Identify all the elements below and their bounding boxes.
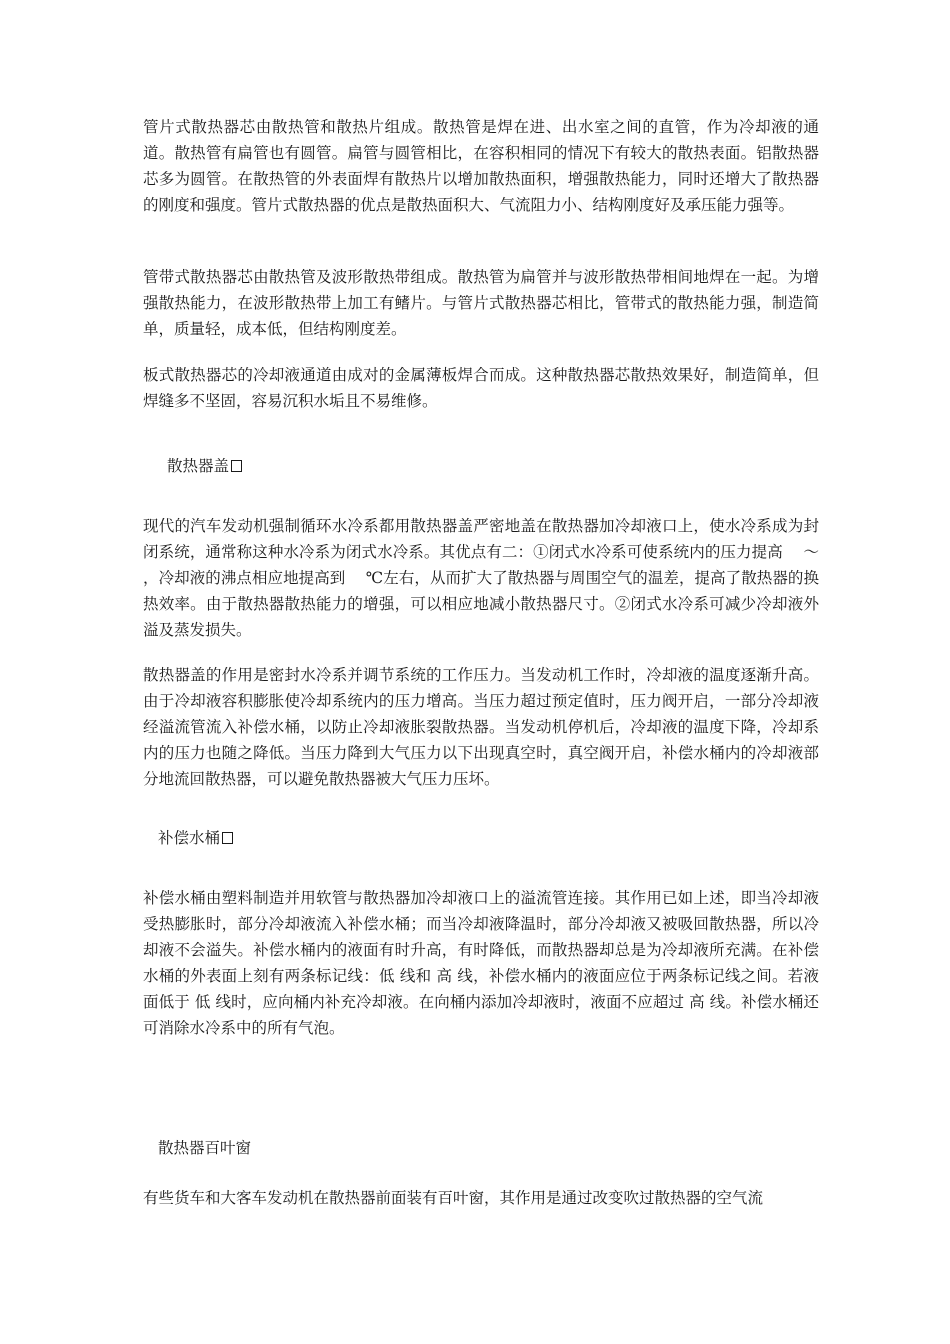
paragraph-plate-core: 板式散热器芯的冷却液通道由成对的金属薄板焊合而成。这种散热器芯散热效果好，制造简单，但焊缝多不坚固，容易沉积水垢且不易维修。	[143, 366, 819, 410]
heading-radiator-cap	[167, 453, 242, 479]
heading-expansion-tank	[158, 825, 233, 851]
paragraph-shutter: 有些货车和大客车发动机在散热器前面装有百叶窗，其作用是通过改变吹过散热器的空气流	[143, 1189, 764, 1207]
missing-glyph-box-icon	[222, 832, 233, 844]
paragraph-tube-fin-core: 管片式散热器芯由散热管和散热片组成。散热管是焊在进、出水室之间的直管，作为冷却液的通道。散热管有扁管也有圆管。扁管与圆管相比，在容积相同的情况下有较大的散热表面。铝散热器芯多为圆管。在散热管的外表面焊有散热片以增加散热面积，增强散热能力，同时还增大了散热器的刚度和强度。管片式散热器的优点是散热面积大、气流阻力小、结构刚度好及承压能力强等。	[143, 118, 819, 214]
heading-expansion-tank-text: 补偿水桶	[158, 829, 221, 847]
paragraph-expansion-tank: 补偿水桶由塑料制造并用软管与散热器加冷却液口上的溢流管连接。其作用已如上述，即当冷却液受热膨胀时，部分冷却液流入补偿水桶；而当冷却液降温时，部分冷却液又被吸回散热器，所以冷却液不会溢失。补偿水桶内的液面有时升高，有时降低，而散热器却总是为冷却液所充满。在补偿水桶的外表面上刻有两条标记线：低 线和 高 线，补偿水桶内的液面应位于两条标记线之间。若液面低于 低 线时，应向桶内补充冷却液。在向桶内添加冷却液时，液面不应超过 高 线。补偿水桶还可消除水冷系中的所有气泡。	[143, 889, 819, 1037]
paragraph-closed-system: 现代的汽车发动机强制循环水冷系都用散热器盖严密地盖在散热器加冷却液口上，使水冷系成为封闭系统，通常称这种水冷系为闭式水冷系。其优点有二：①闭式水冷系可使系统内的压力提高 ～ ，冷却液的沸点相应地提高到 ℃左右，从而扩大了散热器与周围空气的温差，提高了散热器的换热效率。由于散热器散热能力的增强，可以相应地减小散热器尺寸。②闭式水冷系可减少冷却液外溢及蒸发损失。	[143, 517, 855, 639]
paragraph-cap-function: 散热器盖的作用是密封水冷系并调节系统的工作压力。当发动机工作时，冷却液的温度逐渐升高。由于冷却液容积膨胀使冷却系统内的压力增高。当压力超过预定值时，压力阀开启，一部分冷却液经溢流管流入补偿水桶，以防止冷却液胀裂散热器。当发动机停机后，冷却液的温度下降，冷却系内的压力也随之降低。当压力降到大气压力以下出现真空时，真空阀开启，补偿水桶内的冷却液部分地流回散热器，可以避免散热器被大气压力压坏。	[143, 666, 819, 788]
missing-glyph-box-icon	[231, 460, 242, 472]
heading-radiator-cap-text: 散热器盖	[167, 457, 230, 475]
paragraph-tube-band-core: 管带式散热器芯由散热管及波形散热带组成。散热管为扁管并与波形散热带相间地焊在一起。为增强散热能力，在波形散热带上加工有鳍片。与管片式散热器芯相比，管带式的散热能力强，制造简单，质量轻，成本低，但结构刚度差。	[143, 268, 819, 338]
heading-radiator-shutter: 散热器百叶窗	[158, 1139, 252, 1157]
